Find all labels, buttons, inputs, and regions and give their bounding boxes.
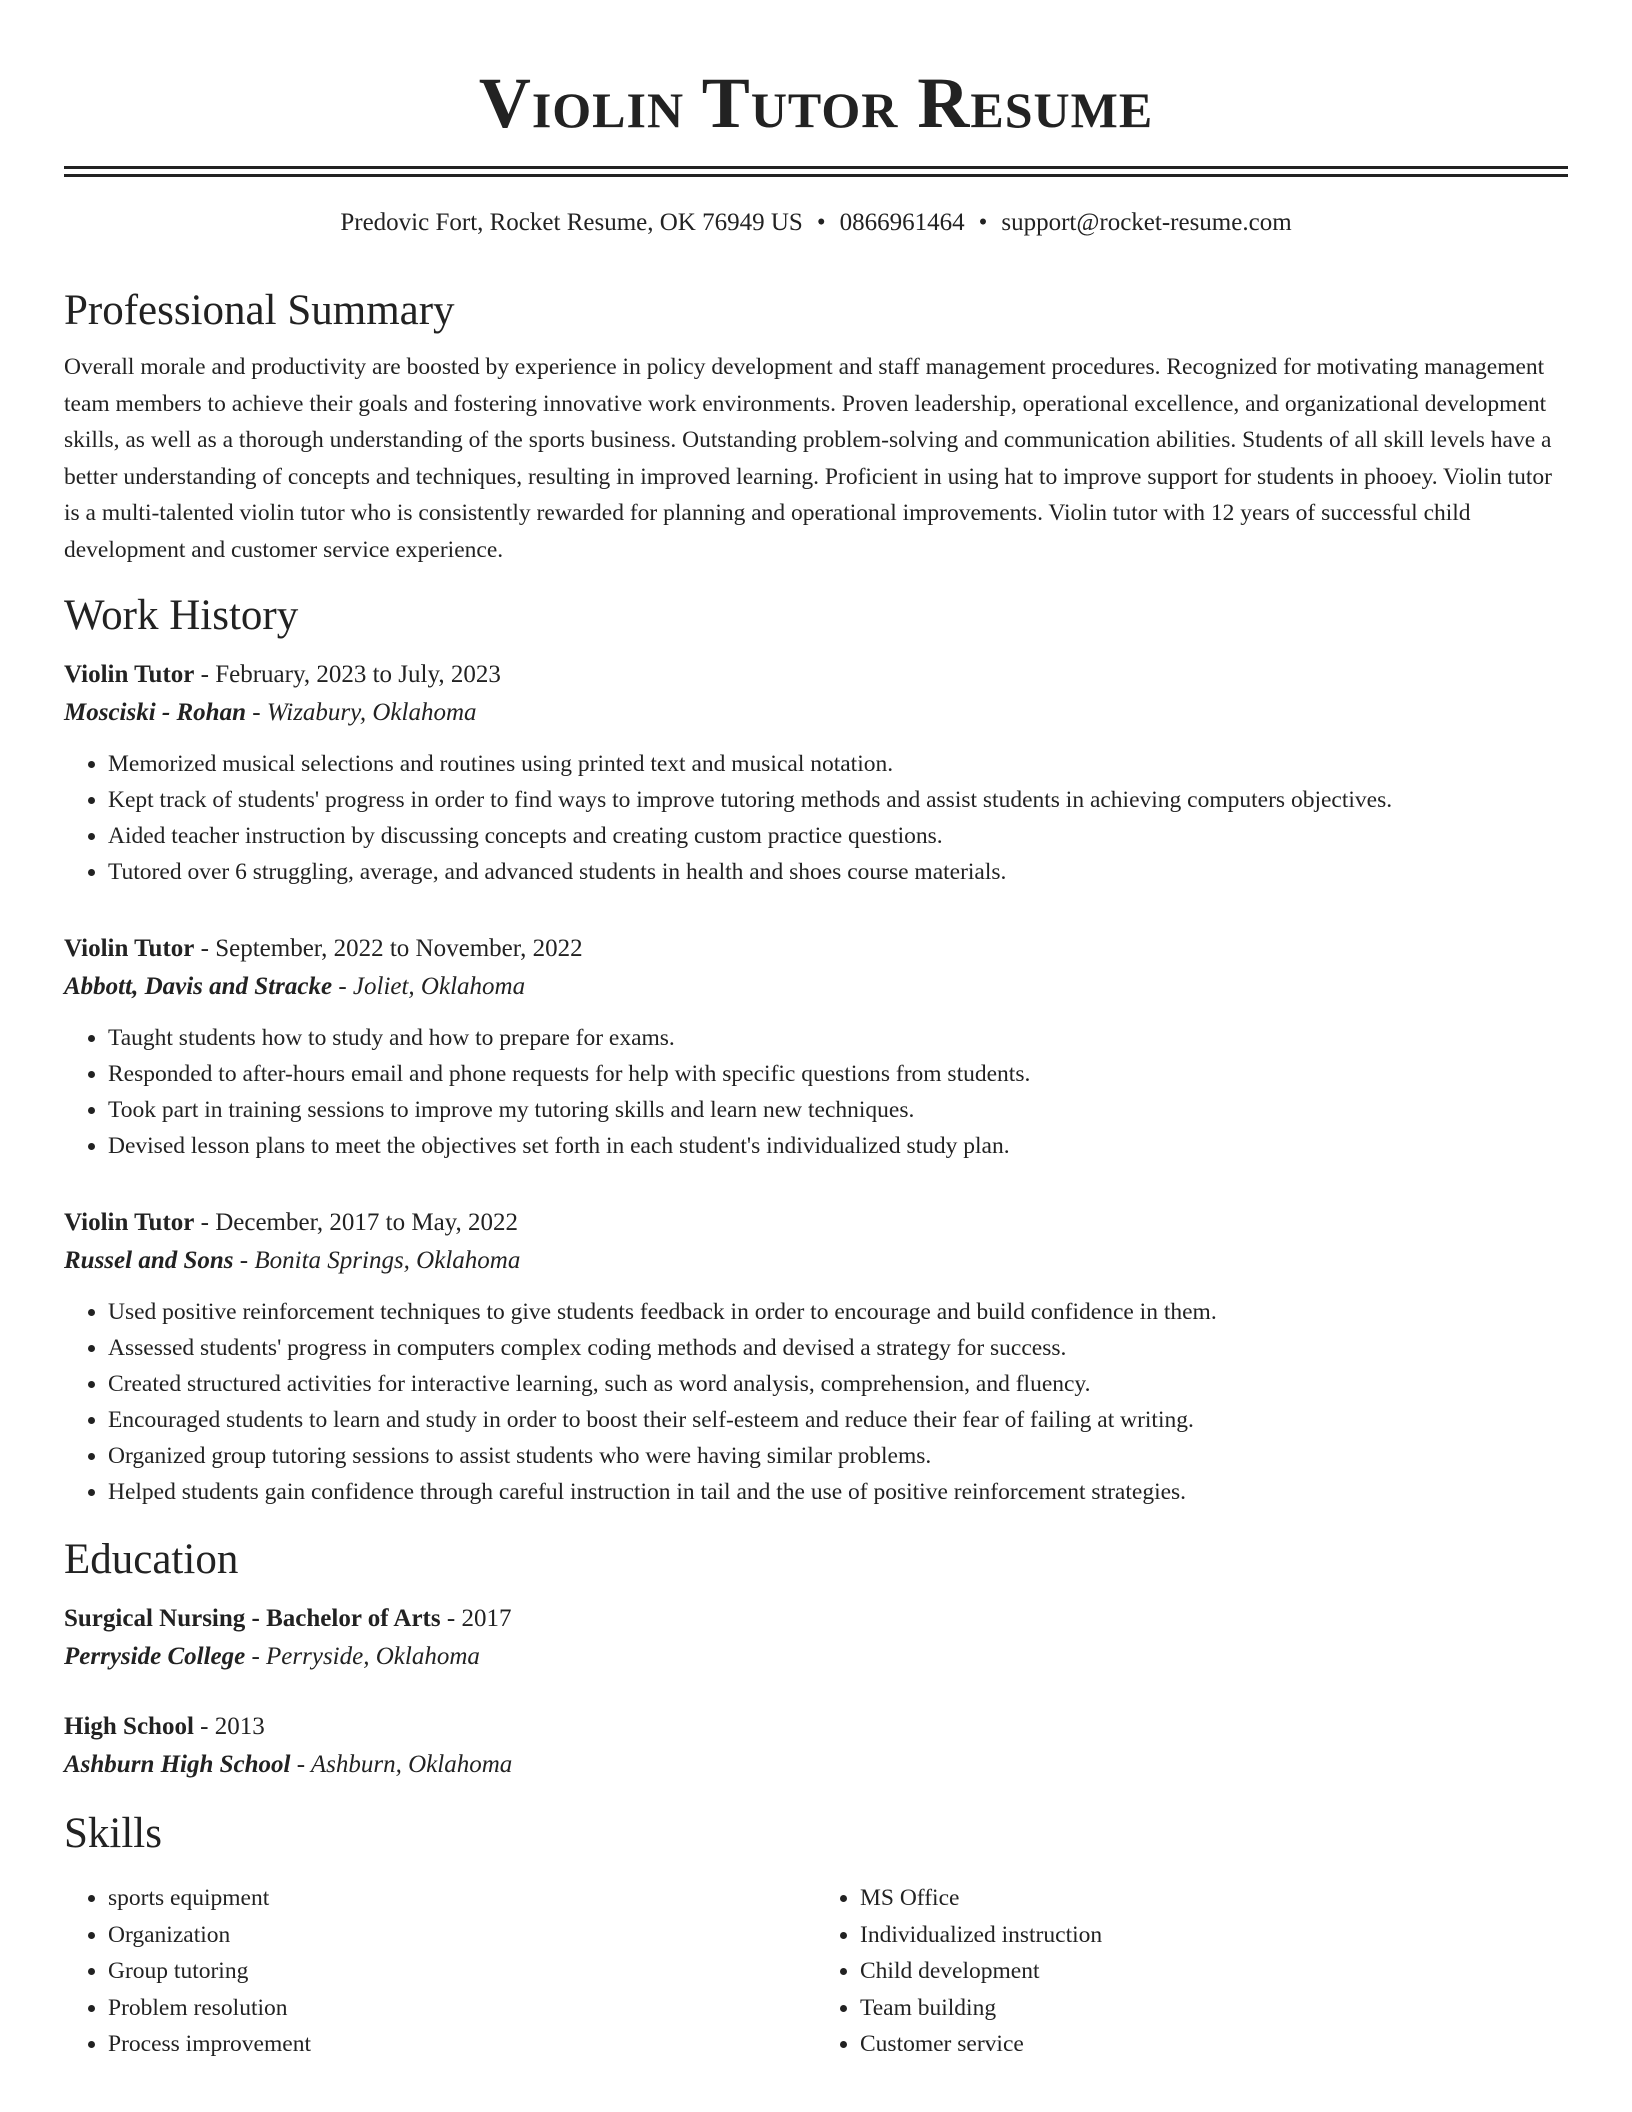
graduation-year: 2017 xyxy=(461,1605,512,1632)
job-location: Joliet, Oklahoma xyxy=(352,973,526,1000)
skill-item: • Process improvement xyxy=(108,2026,816,2063)
job-bullets xyxy=(64,746,1568,890)
education-entry xyxy=(64,1708,1568,1784)
job-company: Mosciski - Rohan xyxy=(64,699,246,726)
skills-heading: Skills xyxy=(64,1810,162,1857)
degree: Surgical Nursing - Bachelor of Arts xyxy=(64,1605,441,1632)
degree-line: Surgical Nursing - Bachelor of Arts - 2017 xyxy=(64,1605,512,1632)
job-title-line: Violin Tutor - September, 2022 to November, 2022 xyxy=(64,935,583,962)
job-company-line: Abbott, Davis and Stracke - Joliet, Oklahoma xyxy=(64,973,526,1000)
resume-page xyxy=(64,0,1568,2063)
job-location: Wizabury, Oklahoma xyxy=(266,699,477,726)
skills-list xyxy=(64,1880,1568,2063)
job-entry xyxy=(64,1204,1568,1510)
summary-heading: Professional Summary xyxy=(64,287,455,334)
school-location: Perryside, Oklahoma xyxy=(266,1643,480,1670)
skill-item: • Organization xyxy=(108,1917,816,1954)
job-company: Abbott, Davis and Stracke xyxy=(64,973,333,1000)
job-title: Violin Tutor xyxy=(64,935,195,962)
contact-separator: • xyxy=(816,209,826,236)
skills-column-right xyxy=(816,1880,1568,2063)
job-dates: December, 2017 to May, 2022 xyxy=(215,1209,519,1236)
job-entry xyxy=(64,930,1568,1164)
job-company: Russel and Sons xyxy=(64,1247,234,1274)
job-dates: September, 2022 to November, 2022 xyxy=(215,935,583,962)
degree: High School xyxy=(64,1713,194,1740)
skills-column-left xyxy=(64,1880,816,2063)
skill-item: • Team building xyxy=(860,1990,1568,2027)
list-item: • Taught students how to study and how to prepare for exams. xyxy=(108,1020,1568,1056)
skill-item: • Child development xyxy=(860,1953,1568,1990)
graduation-year: 2013 xyxy=(214,1713,265,1740)
list-item: • Took part in training sessions to improve my tutoring skills and learn new techniques. xyxy=(108,1092,1568,1128)
job-location: Bonita Springs, Oklahoma xyxy=(254,1247,521,1274)
contact-line xyxy=(64,207,1568,239)
job-bullets xyxy=(64,1020,1568,1164)
school-name: Ashburn High School xyxy=(64,1751,291,1778)
skill-item: • Individualized instruction xyxy=(860,1917,1568,1954)
school-line: Perryside College - Perryside, Oklahoma xyxy=(64,1643,480,1670)
summary-text: Overall morale and productivity are boosted by experience in policy development and staff management procedures. Recognized for motivating management team members to achieve their goals and fostering innovative work environments. Proven leadership, operational excellence, and organizational development skills, as well as a thorough understanding of the sports business. Outstanding problem-solving and communication abilities. Students of all skill levels have a better understanding of concepts and techniques, resulting in improved learning. Proficient in using hat to improve support for students in phooey. Violin tutor is a multi-talented violin tutor who is consistently rewarded for planning and operational improvements. Violin tutor with 12 years of successful child development and customer service experience. xyxy=(64,354,1552,563)
job-title-line: Violin Tutor - February, 2023 to July, 2023 xyxy=(64,661,501,688)
skill-item: • Customer service xyxy=(860,2026,1568,2063)
contact-address: Predovic Fort, Rocket Resume, OK 76949 US xyxy=(340,209,803,236)
list-item: • Kept track of students' progress in order to find ways to improve tutoring methods and assist students in achieving computers objectives. xyxy=(108,782,1568,818)
job-title: Violin Tutor xyxy=(64,661,195,688)
job-title-line: Violin Tutor - December, 2017 to May, 2022 xyxy=(64,1209,519,1236)
list-item: • Created structured activities for interactive learning, such as word analysis, comprehension, and fluency. xyxy=(108,1366,1568,1402)
education-heading: Education xyxy=(64,1536,239,1583)
contact-separator: • xyxy=(978,209,988,236)
job-entry xyxy=(64,656,1568,890)
job-dates: February, 2023 to July, 2023 xyxy=(215,661,501,688)
list-item: • Organized group tutoring sessions to assist students who were having similar problems. xyxy=(108,1438,1568,1474)
school-location: Ashburn, Oklahoma xyxy=(310,1751,513,1778)
list-item: • Helped students gain confidence through careful instruction in tail and the use of positive reinforcement strategies. xyxy=(108,1474,1568,1510)
skill-item: • Group tutoring xyxy=(108,1953,816,1990)
work-history-heading: Work History xyxy=(64,592,299,639)
list-item: • Assessed students' progress in computers complex coding methods and devised a strategy for success. xyxy=(108,1330,1568,1366)
contact-phone: 0866961464 xyxy=(839,209,965,236)
list-item: • Tutored over 6 struggling, average, and advanced students in health and shoes course materials. xyxy=(108,854,1568,890)
list-item: • Memorized musical selections and routines using printed text and musical notation. xyxy=(108,746,1568,782)
job-bullets xyxy=(64,1294,1568,1510)
skill-item: • Problem resolution xyxy=(108,1990,816,2027)
degree-line: High School - 2013 xyxy=(64,1713,265,1740)
job-company-line: Russel and Sons - Bonita Springs, Oklahoma xyxy=(64,1247,521,1274)
job-title: Violin Tutor xyxy=(64,1209,195,1236)
list-item: • Aided teacher instruction by discussing concepts and creating custom practice questions. xyxy=(108,818,1568,854)
school-line: Ashburn High School - Ashburn, Oklahoma xyxy=(64,1751,513,1778)
list-item: • Responded to after-hours email and phone requests for help with specific questions from students. xyxy=(108,1056,1568,1092)
skill-item: • MS Office xyxy=(860,1880,1568,1917)
education-entry xyxy=(64,1600,1568,1676)
list-item: • Encouraged students to learn and study in order to boost their self-esteem and reduce their fear of failing at writing. xyxy=(108,1402,1568,1438)
skill-item: • sports equipment xyxy=(108,1880,816,1917)
contact-email: support@rocket-resume.com xyxy=(1001,209,1292,236)
resume-title: Violin Tutor Resume xyxy=(478,63,1154,143)
list-item: • Used positive reinforcement techniques to give students feedback in order to encourage and build confidence in them. xyxy=(108,1294,1568,1330)
list-item: • Devised lesson plans to meet the objectives set forth in each student's individualized study plan. xyxy=(108,1128,1568,1164)
job-company-line: Mosciski - Rohan - Wizabury, Oklahoma xyxy=(64,699,477,726)
title-double-rule xyxy=(64,166,1568,177)
school-name: Perryside College xyxy=(64,1643,246,1670)
